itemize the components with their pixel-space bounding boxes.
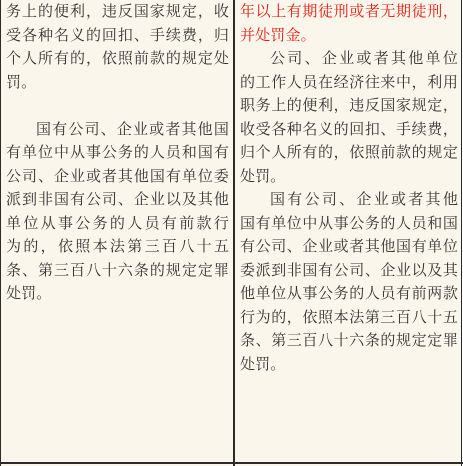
right-column-amended-text — [240, 0, 458, 376]
text-line: 职务上的便利，违反国家规定， — [240, 96, 458, 114]
text-line: 的工作人员在经济往来中，利用 — [240, 72, 458, 91]
text-line: 务上的便利，违反国家规定，收 — [6, 2, 229, 20]
text-line: 委派到非国有公司、企业以及其 — [240, 260, 458, 279]
left-column-original-text — [6, 0, 229, 306]
text-line: 公司、企业或者其他国有单位委 — [6, 166, 229, 185]
text-line: 处罚。 — [240, 166, 286, 185]
text-line: 受各种名义的回扣、手续费，归 — [6, 25, 229, 44]
text-line: 国有单位中从事公务的人员和国 — [240, 213, 458, 232]
text-line: 处罚。 — [6, 284, 52, 302]
text-line: 收受各种名义的回扣、手续费， — [240, 119, 458, 138]
text-line: 派到非国有公司、企业以及其他 — [6, 190, 229, 208]
text-line: 条、第三百八十六条的规定定罪 — [6, 260, 229, 279]
text-line: 处罚。 — [240, 354, 286, 373]
column-divider — [233, 0, 235, 466]
text-line: 国有公司、企业或者其他 — [270, 190, 458, 208]
text-line: 有公司、企业或者其他国有单位 — [240, 237, 458, 255]
text-line: 条、第三百八十六条的规定定罪 — [240, 331, 458, 349]
text-line: 国有公司、企业或者其他国 — [36, 119, 229, 138]
amendment-text-line: 并处罚金。 — [240, 25, 316, 44]
text-line: 行为的，依照本法第三百八十五 — [240, 307, 458, 326]
amendment-text-line: 年以上有期徒刑或者无期徒刑， — [240, 2, 458, 20]
text-line: 他单位从事公务的人员有前两款 — [240, 284, 458, 302]
text-line: 单位从事公务的人员有前款行 — [6, 213, 229, 232]
text-line: 罚。 — [6, 72, 37, 91]
table-bottom-border — [1, 462, 463, 464]
text-line: 公司、企业或者其他单位 — [270, 49, 458, 67]
text-line: 归个人所有的，依照前款的规定 — [240, 143, 458, 161]
text-line: 为的，依照本法第三百八十五 — [6, 237, 229, 255]
paragraph-gap — [6, 94, 229, 118]
text-line: 个人所有的，依照前款的规定处 — [6, 49, 229, 67]
text-line: 有单位中从事公务的人员和国有 — [6, 143, 229, 161]
